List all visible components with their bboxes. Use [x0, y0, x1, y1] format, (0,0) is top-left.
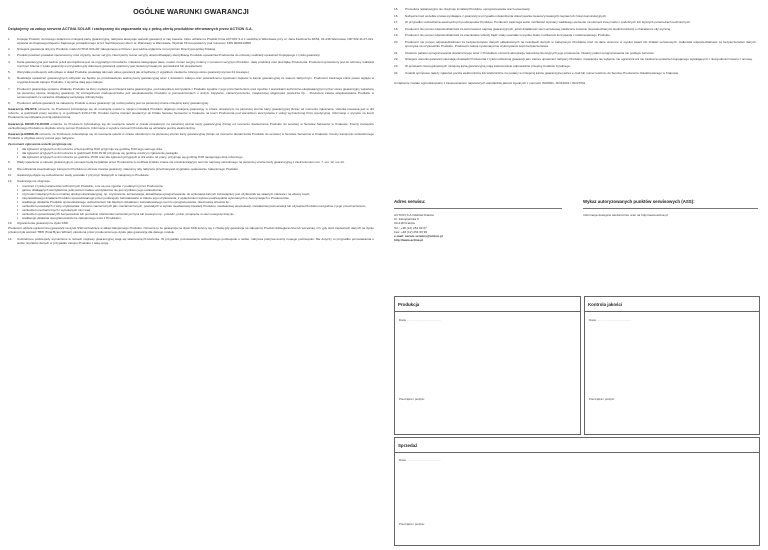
- list-item: • roszczeń z tytułu parametrów technicznych Produktu, o ile są one zgodne z podanymi przez Producenta,: [22, 184, 374, 188]
- sale-date-field[interactable]: Data: ……………………………: [399, 458, 442, 462]
- quality-stamp-label: Pieczątka i podpis:: [589, 397, 615, 401]
- list-item: • dla zgłoszeń przyjętych w dni robocze po godzinie 15:00 oraz dla zgłoszeń przyjętych w dni wolne od pracy, przyjmuje się godzinę 8:00 następnego dnia roboczego.: [22, 155, 374, 159]
- list-item: • dla zgłoszeń przyjętych w dni robocze w godzinach 8:00-15:00 przyjmuje się godzinę w którym zgłoszenie nastąpiło.: [22, 151, 374, 155]
- clause-15: 15. Procedura reklamacyjna nie obejmuje instalacji Produktu, oprogramowania oraz konserwacji.: [394, 7, 531, 11]
- door-to-door-paragraph: Gwarancja DOOR-TO-DOOR oznacza, że Producent zobowiązuje się do usunięcia usterki w czasie określonym na pierwszej stronie karty gwarancyjnej (licząc od momentu dostarczenia Produktu do serwisu) w Serwisie Serwerów w Krakowie. Koszty transportu uszkodzonego Produktu w obydwie strony ponosi Producent. Informacje o wysyłce na koszt Producenta są udzielane pocztą elektroniczną.: [8, 121, 374, 130]
- list-item: • wadliwego działania Produktu spowodowanego uszkodzeniem lub błędnym działaniem zainstalowanego na nim oprogramowania, obecnością wirusów itp.,: [22, 200, 374, 204]
- bring-in-paragraph: Gwarancja BRING-IN oznacza, że Producent zobowiązuje się do usunięcia usterki w czasie określonym na pierwszej stronie karty gwarancyjnej (licząc od momentu dostarczenia Produktu do serwisu) w Serwisie Serwerów w Krakowie. Koszty transportu uszkodzonego Produktu w obydwie strony ponosi jego nabywca.: [8, 131, 374, 140]
- exclusions-list: [8, 184, 374, 220]
- service-address: [394, 199, 562, 242]
- quality-title: Kontrola jakości: [585, 297, 759, 312]
- clause-11: 11. Gwarancją objęte są uszkodzenia i wady powstałe z przyczyn tkwiących w zakupionym Produkcie.: [8, 173, 150, 177]
- clause-24: 24. Ustanki sprzętowe należy zgłaszać pocztą elektroniczną lub telefonicznie na podany w niniejszej karcie gwarancyjnej adres e-mail lub numer telefonu do Serwisu Producenta zlokalizowanego w Krakowie.: [394, 70, 680, 75]
- iso-note: Urządzenie zostało wyprodukowane z zastosowaniem najnowszych standardów jakości zgodnych z normami ISO9001, ISO14001 i ISO27001: [394, 80, 586, 85]
- clause-4: 4. Karta gwarancyjna jest ważna, jeżeli sporządzona jest na oryginalnym formularzu i zawiera następujące dane: model, numer seryjny notamy z numerem seryjnym Produktu , datę produkcji oraz pieczątkę Producenta. Producent uprawniony jest do odmowy realizacji roszczeń Klienta z tytułu gwarancji w przypadku gdy dokument gwarancji opatrzony jest nieautoryzowanymi poprawkami lub skreśleniami.: [8, 59, 374, 68]
- list-item: • uszkodzeń mechanicznych i wywołanych nimi wad,: [22, 208, 374, 212]
- quality-box: [584, 296, 760, 435]
- authorized-service-points: [583, 199, 758, 217]
- clause-1: 1. Kupując Produkt, do którego dołączono niniejszą kartę gwarancyjną, nabywca akceptuje warunki gwarancji w niej zawarte, które udziela na Produkt firma ACTION S.A z siedzibą w Warszawie przy ul. Jana Kazimierza 46/54, 01-248 Warszawa, NIP 522-11-07-221, wpisana do Krajowego Rejestru Sądowego prowadzonego przez Sąd Rejonowy dla m.st. Warszawy w Warszawie, Wydział XII Gospodarczy pod numerem KRS 0000214658: [8, 36, 374, 45]
- divider: [583, 208, 758, 209]
- list-item: • głośno działających wentylatorów, jeśli poziom hałasu wentylatorów nie jest wynikiem jego uszkodzenia,: [22, 188, 374, 192]
- service-email-link[interactable]: e-mail: serwis.serwery@action.pl: [394, 233, 443, 238]
- clause-20: 20. Producent nie ponosi odpowiedzialności za bezpieczeństwo danych składowanych na nośnikach danych w zakupionym Produkcie oraz za dane stracone w wyniku awarii lub działań serwisowych. Całkowita odpowiedzialność za bezpieczeństwo danych spoczywa na użytkowniku Produktu. Producent zaleca systematyczne wykonywanie kopii bezpieczeństwa.: [394, 40, 756, 49]
- clause-10: 10. Dla udzielenia ewentualnego transportu Produktu w okresie trwania gwarancji, zalecamy aby nabywca przechowywał oryginalne opakowanie zakupionego Produktu.: [8, 166, 239, 171]
- clause-9: 9. Wady ujawnione w okresie gwarancyjnym usunięte będą bezpłatnie przez Producenta w możliwie krótkim czasie nie przekraczającym terminu naprawy określonego na pierwszej stronie karty gwarancyjnej z zastrzeżeniem ust. 7, ust. 12, ust 13.: [8, 160, 345, 165]
- sale-title: Sprzedaż: [395, 438, 759, 453]
- service-points-title: Wykaz autoryzowanych punktów serwisowych (ASS):: [583, 199, 695, 204]
- report-moment-list: [8, 147, 374, 159]
- address-line: Fax: +48 (12) 254 69 99: [394, 229, 428, 234]
- onsite-paragraph: Gwarancja ON-SITE oznacza, że Producent zobowiązuje się do usunięcia usterki w miejscu instalacji Produktu objętego niniejszą gwarancją, w czasie określonym na pierwszej stronie karty gwarancyjnej (licząc od momentu zgłoszenia. Usterka usuwana jest w dni robocze, w godzinach pracy serwisu tj. w godzinach 9:00-17:00. Produkt można również dostarczyć do Działu Serwisu Serwerów w Krakowie na koszt Producenta pod warunkiem skorzystania z usługi wyznaczonej firmy spedycyjnej. Informacje o wysyłce na koszt Producenta są udzielane pocztą elektroniczną.: [8, 107, 374, 120]
- ssd-paragraph: Producent udziela ograniczonej gwarancji na dyski SSD wchodzące w skład zakupionego Produktu. Oznacza to że gwarancja na dyski SSD kończy się z chwilą gdy gwarancja na zakupiony Produkt dobiegła końca lub wcześniej, tzn. gdy ilość zapisanych danych na dysku przekroczyła wartość TBW (Total Bytes Written) określoną przez producenta tego dysku jako gwarancję dla danego modelu.: [8, 226, 374, 235]
- production-box: [394, 296, 581, 435]
- production-stamp-label: Pieczątka i podpis:: [399, 397, 425, 401]
- production-date-field[interactable]: Data: ……………………………: [399, 318, 442, 322]
- sale-box: [394, 437, 760, 546]
- left-column: [8, 7, 374, 247]
- clause-22: 22. Niniejsze warunki gwarancji określają obowiązki Producenta z tytułu udzielonej gwarancji jak i zakres uprawnień nabywcy Produktu. Gwarancja nie wyłącza, nie ogranicza ani nie zawiesza uprawnień kupującego wynikających z niezgodności towaru z umową.: [394, 57, 753, 62]
- list-item: • uszkodzeń spowodowanych bezpośrednio lub pośrednio zdarzeniami atmosferycznymi lub losowymi np.: powódź, pożar, przepięcie w sieci energetycznej itp.,: [22, 212, 374, 216]
- clause-23: 23. W sprawach nieuregulowanych niniejszą kartą gwarancyjną mają zastosowanie odpowiednie przepisy Kodeksu Cywilnego.: [394, 63, 571, 68]
- clause-19: 19. Producent nie ponosi odpowiedzialności za ewentualne szkody bądź straty powstałe w wyniku braku możliwości korzystania z reklamowanego Produktu.: [394, 33, 611, 38]
- address-line: 30-418 Kraków: [394, 221, 415, 226]
- clause-5: 5. Wszystkie podzespoły wchodzące w skład Produktu posiadają taki sam okres gwarancji jak urządzenie (z wyjątkiem zasilacza, którego okres gwarancji wynosi 24 miesiące).: [8, 70, 250, 75]
- sale-stamp-label: Pieczątka i podpis:: [399, 522, 425, 526]
- clause-14: 14. Uszkodzone podzespoły wymienione w ramach naprawy gwarancyjnej stają się własnością Producenta. W przypadku pozostawienia uszkodzonego podzespołu u siebie, nabywca pokrywa koszty nowego podzespołu. Nie dotyczy to przypadku pozostawienia u siebie nośników danych w przypadku zakupu Produktu z taką opcją.: [8, 236, 374, 245]
- address-line: Tel.: +48 (12) 254 69 07: [394, 225, 427, 230]
- clause-17: 17. W przypadku uszkodzenia wewnętrznych podzespołów Produktu, Producent zastrzega sobie możliwość wymiany wadliwego elementu na element innej marki o podobnych lub lepszych parametrach technicznych.: [394, 20, 691, 25]
- report-moment-heading: Za moment zgłoszenia usterki przyjmuje się:: [8, 142, 73, 147]
- address-line: Ul. Zakopiańska 9: [394, 217, 419, 222]
- quality-date-field[interactable]: Data: ……………………………: [589, 318, 632, 322]
- clause-2: 2. Niniejsza gwarancja dotyczy Produktu marki ACTINA SOLAR zakupionego w Polsce i jest ważna wyłącznie na terytorium Rzeczypospolitej Polskiej.: [8, 47, 216, 52]
- clause-12: 12. Gwarancja nie obejmuje:: [8, 179, 51, 184]
- service-points-info: Informacja dostępna telefonicznie oraz na http://www.actina.pl: [583, 213, 668, 217]
- clause-21: 21. Otwarcie pakietu oprogramowania dostarczonego wraz z Produktem oznacza akceptację warunków licencyjnych jego producenta. Otwarty pakiet oprogramowania nie podlega zwrotowi.: [394, 50, 655, 55]
- website-link[interactable]: http://www.actina.pl: [394, 238, 424, 243]
- list-item: • czynności należących do normalnej obsługi eksploatacyjnej, np. czyszczenie, konserwacja, aktualizacja oprogramowania, do wykonania których zobowiązany jest użytkownik we własnym zakresie i na własny koszt,: [22, 192, 374, 196]
- list-item: • uszkodzeń powstałych z winy użytkownika: zarówno zamierzonych jak i niezamierzonych, powstałych w wyniku niewłaściwej instalacji Produktu, niewłaściwej eksploatacji, niewłaściwej konserwacji lub używania Produktu niezgodnie z jego przeznaczeniem,: [22, 204, 374, 208]
- clause-16: 16. Nabywca traci wszelkie prawa wynikające z gwarancji w przypadku stwierdzenia dokonywania nieautoryzowanych napraw lub zmian konstrukcyjnych.: [394, 13, 607, 18]
- list-item: • wadliwego działania oprogramowania nie zakupionego wraz z Produktem.: [22, 216, 374, 220]
- clause-13: 13. Ograniczenia gwarancji na dyski SSD:: [8, 221, 69, 226]
- clause-18: 18. Producent nie ponosi odpowiedzialności za terminowość napraw gwarancyjnych, jeżeli działalność sieci serwisowej zakłócona zostanie niepowiedzianymi okolicznościami o charakterze siły wyższej.: [394, 26, 672, 31]
- address-line: ACTION S.A Oddział Kraków: [394, 213, 434, 217]
- intro-text: Dziękujemy za zakup serwera ACTINA SOLAR i zachęcamy do zapoznania się z pełną ofertą produktów oferowanych przez ACTION S.A.: [8, 27, 253, 31]
- list-item: • dla zgłoszeń przyjętych w dni robocze przed godziną 8:00 przyjmuje się godzinę 8:00 tego samego dnia.: [22, 147, 374, 151]
- right-column: [394, 7, 756, 85]
- page-title: OGÓLNE WARUNKI GWARANCJI: [133, 7, 249, 16]
- clause-3: 3. Produkt powinien posiadać nienaruszony oraz czytelny numer seryjny. Nieczytelny numer seryjny uniemożliwiający identyfikację Produktu upoważnia Producenta do odmowy realizacji uprawnień Kupującego z tytułu gwarancji.: [8, 53, 321, 58]
- clause-7: 7. Producent gwarantuje sprawne działanie Produktu na który wydana jest niniejsza karta gwarancyjna, pod warunkiem korzystania z Produktu zgodnie z jego przeznaczeniem oraz zgodnie z warunkami techniczno-eksploatacyjnymi przez okres gwarancyjny wskazany na pierwszej stronie niniejszej gwarancji. W szczególności niedopuszczalne jest eksploatowanie Produktu w pomieszczeniach o dużym zapyleniu, zanieczyszczeniu, zwiększonej wilgotności powietrza itp.... Producent zaleca eksploatowanie Produktu w serwerowniach ze sprawnie działającą wentylacją i klimatyzacją.: [8, 86, 374, 99]
- production-title: Produkcja: [395, 297, 580, 312]
- service-address-title: Adres serwisu:: [394, 199, 426, 204]
- divider: [394, 208, 562, 209]
- clause-8: 8. Producent udziela gwarancji na zakupiony Produkt a okres gwarancji i jej rodzaj podany jest na pierwszej stronie niniejszej karty gwarancyjnej.: [8, 101, 209, 105]
- list-item: • nieprawidłowego działania Produktu spowodowanego przez podzespoły zainstalowane w trakcie jego użytkowania, z wyłączeniem wyłowu podzespołów wykonanych w Autoryzacjach o Producentów,: [22, 196, 374, 200]
- clause-6: 6. Realizacja uprawnień gwarancyjnych odbywać się będzie po przedstawieniu ważnej karty gwarancyjnej wraz z dowodem zakupu oraz potwierdzeniu zgodności zapisów w karcie gwarancyjnej ze stanem faktycznym. Producent zastrzega sobie prawo wglądu w oryginał dowodu zakupu Produktu, z wyraźną datą jego zakupu.: [8, 76, 374, 85]
